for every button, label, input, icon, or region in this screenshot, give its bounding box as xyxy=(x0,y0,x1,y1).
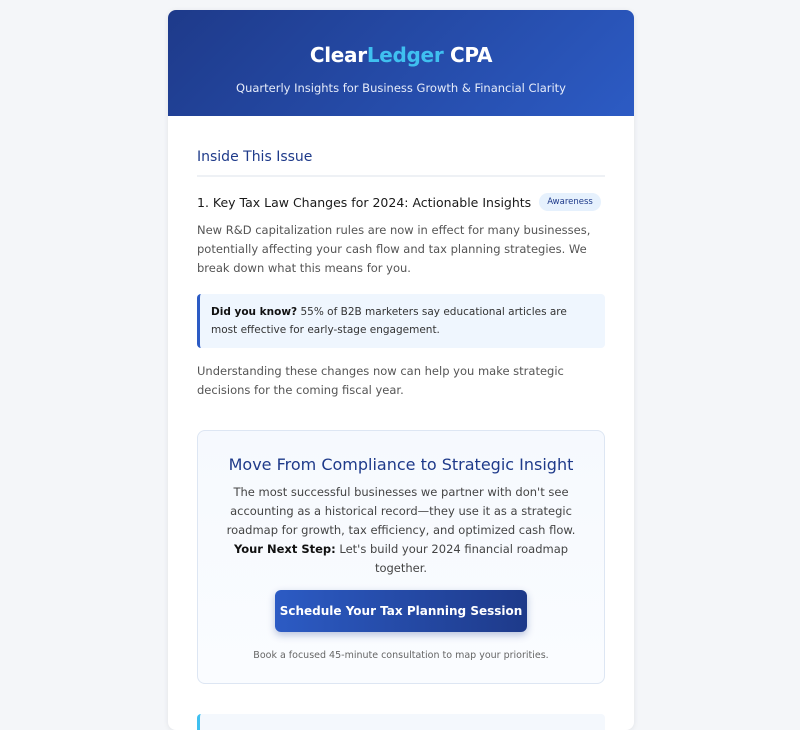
article-heading xyxy=(197,193,605,211)
did-you-know-callout xyxy=(197,294,605,348)
brand-accent: Ledger xyxy=(366,43,444,67)
cta-text xyxy=(216,483,586,578)
header xyxy=(168,10,634,116)
brand-part: CPA xyxy=(443,43,493,67)
cta-box xyxy=(197,430,605,684)
cta-heading: Move From Compliance to Strategic Insight xyxy=(228,455,574,474)
brand-logo xyxy=(168,43,634,67)
header-subtitle: Quarterly Insights for Business Growth & Financial Clarity xyxy=(236,81,566,95)
cta-body: The most successful businesses we partner with don't see accounting as a historical record—they use it as a strategic roadmap for growth, tax efficiency, and optimized cash flow. xyxy=(226,485,576,537)
schedule-session-button[interactable]: Schedule Your Tax Planning Session xyxy=(275,590,527,632)
article-title: 1. Key Tax Law Changes for 2024: Actionable Insights xyxy=(197,194,532,210)
next-step-label: Your Next Step: xyxy=(233,542,336,556)
stage-badge: Awareness xyxy=(539,193,601,211)
next-section-box xyxy=(197,714,605,730)
section-title: Inside This Issue xyxy=(197,149,605,177)
brand-part: Clear xyxy=(309,43,367,67)
newsletter-card xyxy=(168,10,634,730)
article-closing: Understanding these changes now can help you make strategic decisions for the coming fiscal year. xyxy=(197,364,564,397)
next-step-text: Let's build your 2024 financial roadmap together. xyxy=(335,542,569,575)
callout-label: Did you know? xyxy=(211,306,298,318)
cta-note: Book a focused 45-minute consultation to map your priorities. xyxy=(253,650,549,661)
callout-text: 55% of B2B marketers say educational articles are most effective for early-stage engagement. xyxy=(211,306,567,336)
article-intro: New R&D capitalization rules are now in effect for many businesses, potentially affecting your cash flow and tax planning strategies. We break down what this means for you. xyxy=(197,223,591,275)
